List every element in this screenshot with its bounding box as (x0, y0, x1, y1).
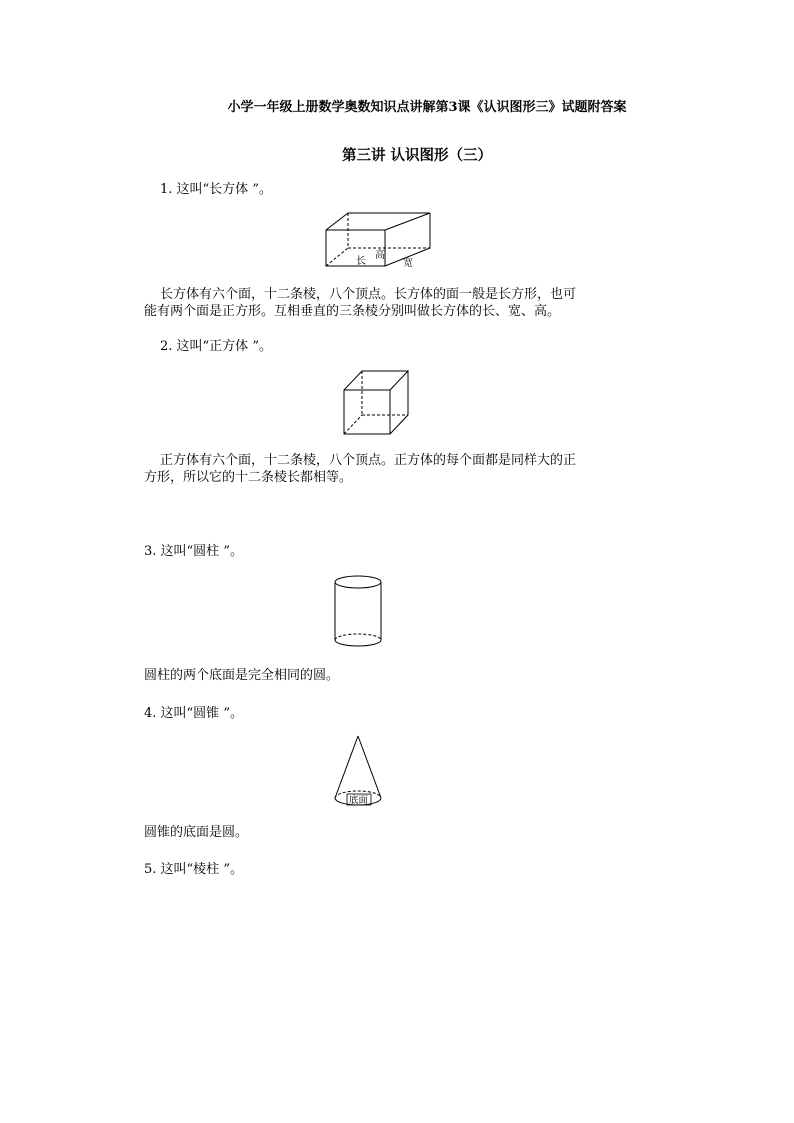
section-2-heading: 2. 这叫“正方体 ”。 (160, 339, 272, 354)
label-base: 底面 (349, 795, 369, 806)
section-2-text-line1: 正方体有六个面，十二条棱，八个顶点。正方体的每个面都是同样大的正 (160, 453, 577, 468)
cylinder-bottom-hidden-arc (335, 634, 381, 640)
cone-figure (330, 734, 386, 810)
document-title (0, 96, 794, 115)
cuboid-top-edges (326, 213, 430, 230)
section-3-heading: 3. 这叫“圆柱 ”。 (144, 544, 243, 559)
lecture-title (0, 144, 794, 165)
section-5-heading: 5. 这叫“棱柱 ”。 (144, 862, 243, 877)
cylinder-bottom-front-arc (335, 640, 381, 646)
section-1-heading: 1. 这叫“长方体 ”。 (160, 182, 272, 197)
cone-left-side (335, 736, 358, 798)
section-4-heading: 4. 这叫“圆锥 ”。 (144, 706, 243, 721)
section-4-text: 圆锥的底面是圆。 (144, 825, 249, 840)
cuboid-figure (322, 210, 434, 272)
section-1-text-line2: 能有两个面是正方形。互相垂直的三条棱分别叫做长方体的长、宽、高。 (144, 304, 561, 319)
cube-front-face (344, 390, 390, 434)
cube-figure (340, 368, 412, 438)
cylinder-top-ellipse (335, 576, 381, 588)
cube-top-edges (344, 371, 408, 390)
section-1-text-line1: 长方体有六个面，十二条棱，八个顶点。长方体的面一般是长方形，也可 (160, 287, 577, 302)
document-title-text: 小学一年级上册数学奥数知识点讲解第3课《认识图形三》试题附答案 (227, 100, 627, 115)
label-length: 长 (356, 256, 366, 267)
lecture-title-text: 第三讲 认识图形（三） (341, 147, 493, 164)
cone-right-side (358, 736, 381, 798)
cube-hidden-depth (344, 415, 362, 434)
section-2-text-line2: 方形，所以它的十二条棱长都相等。 (144, 470, 353, 485)
label-height: 高 (375, 250, 385, 261)
cylinder-figure (332, 574, 384, 650)
cuboid-hidden-depth (326, 248, 348, 266)
section-3-text: 圆柱的两个底面是完全相同的圆。 (144, 668, 340, 683)
label-width: 宽 (403, 258, 413, 269)
